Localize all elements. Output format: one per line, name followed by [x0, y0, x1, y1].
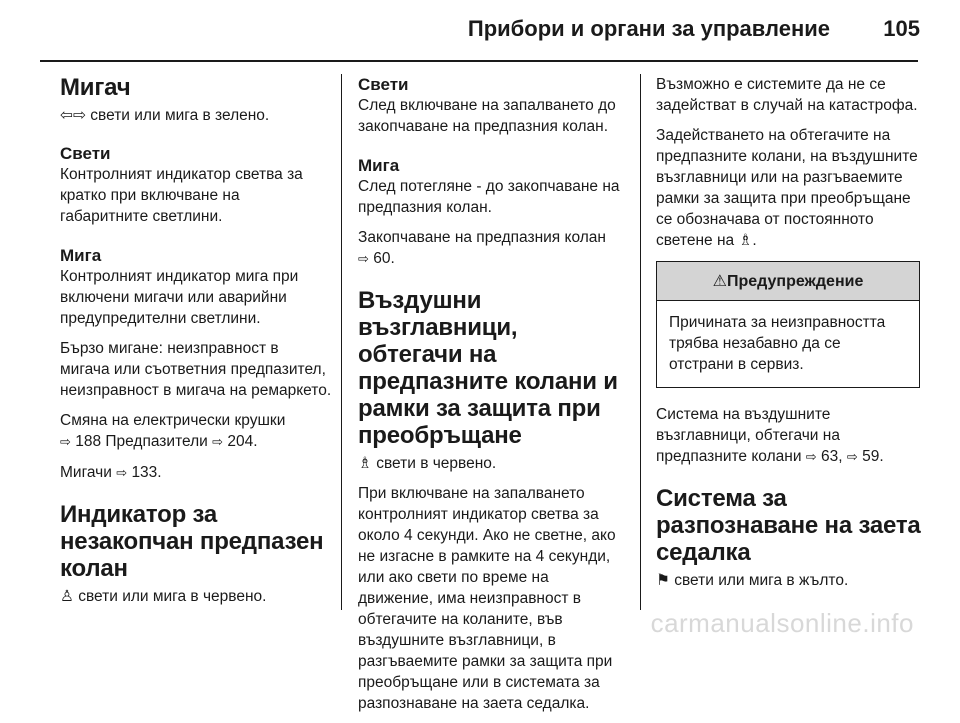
heading-blinking-2: Мига [358, 156, 400, 175]
paragraph-lights-on: Контролният индикатор светва за кратко при включване на габаритните светлини. [60, 166, 303, 225]
occupant-desc: свети или мига в жълто. [669, 572, 849, 589]
header-rule [40, 60, 918, 62]
paragraph-system-ref [656, 404, 922, 468]
paragraph-occupant-desc [656, 570, 922, 591]
warning-title: Предупреждение [727, 273, 864, 290]
arrow-ref-icon: ⇨ [212, 435, 224, 450]
airbag-icon: ♗ [358, 455, 372, 472]
system-text: Система на въздушните възглавници, обтегачи на предпазните колани [656, 406, 840, 465]
fuses-ref-link[interactable]: 204. [227, 433, 258, 450]
bulbs-ref-link[interactable]: 188 Предпазители [75, 433, 208, 450]
arrow-ref-icon: ⇨ [805, 450, 817, 465]
heading-lights-on-2: Свети [358, 75, 409, 94]
seatbelt-desc: свети или мига в червено. [73, 588, 267, 605]
warning-triangle-icon: ⚠ [712, 273, 727, 290]
watermark: carmanualsonline.info [650, 608, 914, 638]
running-header-title: Прибори и органи за управление [467, 16, 830, 41]
arrow-ref-icon: ⇨ [846, 450, 858, 465]
paragraph-turn-signal-desc [60, 105, 332, 126]
airbag-icon: ♗ [738, 232, 753, 249]
heading-lights-on: Свети [60, 144, 111, 163]
paragraph-blinking-2: След потегляне - до закопчаване на предпазния колан. [358, 178, 620, 216]
fasten-text: Закопчаване на предпазния колан [358, 229, 606, 246]
heading-occupant-detection: Система за разпознаване на заета седалка [656, 485, 921, 566]
warning-body: Причината за неизправността трябва незабавно да се отстрани в сервиз. [669, 314, 886, 373]
fasten-ref-link[interactable]: 60. [373, 250, 395, 267]
paragraph-turn-ref [60, 462, 332, 484]
seatbelt-icon: ♙ [60, 588, 74, 605]
deploy-text: Задействането на обтегачите на предпазните колани, на въздушните възглавници или на разгъваемите рамки за защита при преобръщане се обозначава от постоянното светене на [656, 127, 918, 249]
airbag-desc: свети в червено. [371, 455, 497, 472]
bulbs-text: Смяна на електрически крушки [60, 412, 286, 429]
paragraph-airbag-desc [358, 453, 628, 474]
page-number: 105 [883, 16, 920, 41]
column-divider [640, 74, 641, 610]
paragraph-lights-on-2: След включване на запалването до закопчаване на предпазния колан. [358, 97, 616, 135]
column-3 [656, 74, 922, 600]
warning-header [657, 262, 919, 301]
column-1 [60, 74, 332, 616]
paragraph-fast-blinking: Бързо мигане: неизправност в мигача или съответния предпазител, неизправност в мигача на ремаркето. [60, 340, 332, 399]
heading-seatbelt-reminder: Индикатор за незакопчан предпазен колан [60, 501, 324, 582]
heading-airbags: Въздушни възглавници, обтегачи на предпазните колани и рамки за защита при преобръщане [358, 287, 618, 449]
column-divider [341, 74, 342, 610]
paragraph-fasten-ref [358, 227, 628, 270]
occupant-detection-icon: ⚑ [656, 572, 670, 589]
page-header [0, 0, 960, 60]
paragraph-airbag-text: При включване на запалването контролният индикатор светва за около 4 секунди. Ако не светне, ако не изгасне в рамките на 4 секунди, или ако свети по време на движение, има неизправност в обтегачите на коланите, във въздушните възглавници, в разгъваемите рамки за защита при преобръщане или в системата за разпознаване на заета седалка. [358, 485, 616, 712]
turn-ref-link[interactable]: 133. [131, 464, 162, 481]
airbag-ref-link[interactable]: 63, [821, 448, 843, 465]
pretensioner-ref-link[interactable]: 59. [862, 448, 884, 465]
arrow-ref-icon: ⇨ [60, 435, 71, 450]
paragraph-blinking: Контролният индикатор мига при включени мигачи или аварийни предупредителни светлини. [60, 268, 299, 327]
turn-signal-desc: свети или мига в зелено. [85, 107, 270, 124]
paragraph-bulbs-reference [60, 410, 332, 453]
warning-box [656, 261, 920, 388]
paragraph-deploy: Задействането на обтегачите на предпазните колани, на въздушните възглавници или на разгъваемите рамки за защита при преобръщане се обозначава от постоянното светене на ♗. [656, 127, 918, 249]
paragraph-possible: Възможно е системите да не се задействат в случай на катастрофа. [656, 76, 918, 114]
heading-turn-signal: Мигач [60, 74, 131, 101]
arrow-ref-icon: ⇨ [358, 252, 369, 267]
column-2 [358, 74, 628, 723]
paragraph-seatbelt-desc [60, 586, 332, 607]
heading-blinking: Мига [60, 246, 102, 265]
turn-signal-icon: ⇦⇨ [60, 107, 86, 124]
turn-ref-text: Мигачи [60, 464, 112, 481]
arrow-ref-icon: ⇨ [116, 466, 128, 481]
